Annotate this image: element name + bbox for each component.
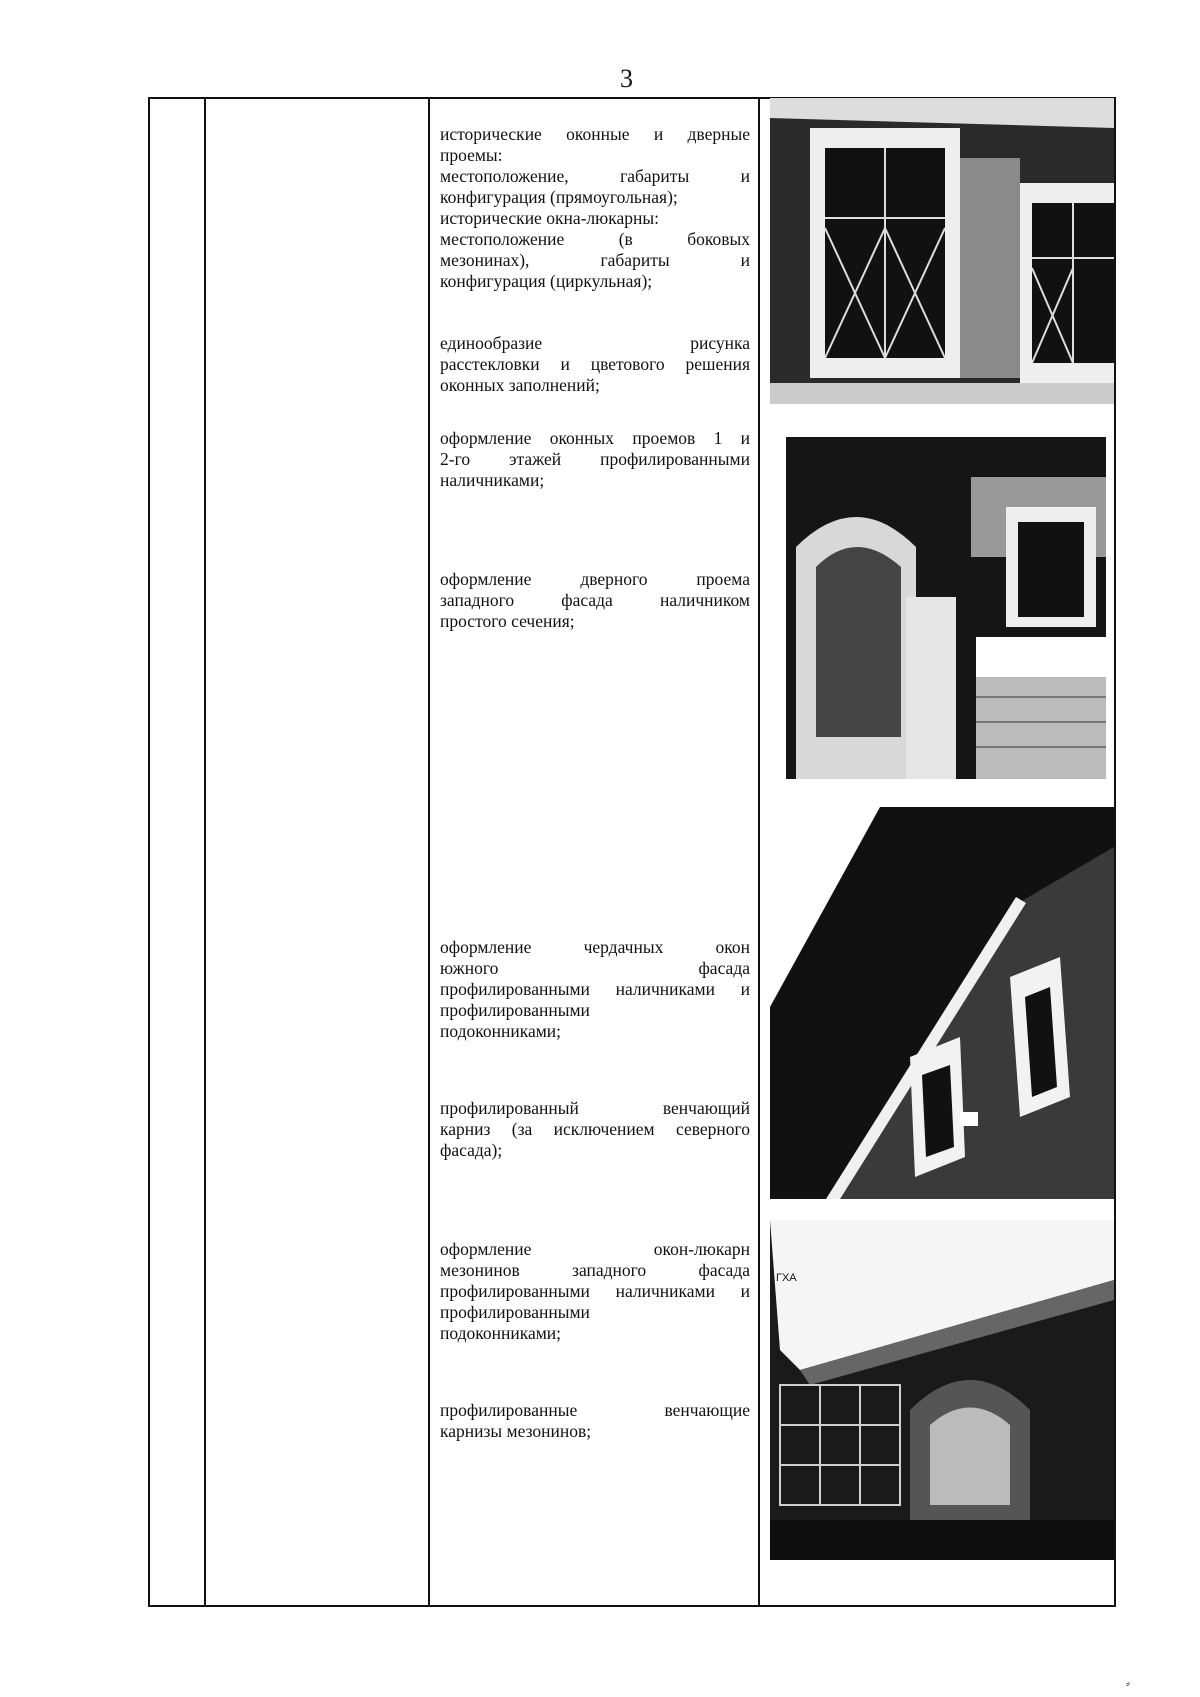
text-line: оформление окон-люкарн (440, 1239, 750, 1259)
corner-mark: ⸗ (1126, 1676, 1130, 1690)
text-line: исторические окна-люкарны: (440, 208, 659, 228)
text-line: конфигурация (циркульная); (440, 271, 653, 291)
text-line: исторические оконные и дверные (440, 124, 750, 144)
text-line: оформление оконных проемов 1 и (440, 428, 750, 448)
text-line: профилированные венчающие (440, 1400, 750, 1420)
text-line: профилированными (440, 1000, 590, 1020)
text-line: оконных заполнений; (440, 375, 600, 395)
description-column (440, 0, 750, 1697)
text-line: карнизы мезонинов; (440, 1421, 592, 1441)
table-left-border (148, 97, 150, 1607)
text-line: 2-го этажей профилированными (440, 449, 750, 469)
text-line: западного фасада наличником (440, 590, 750, 610)
text-line: проемы: (440, 145, 503, 165)
text-line: местоположение, габариты и (440, 166, 750, 186)
text-line: профилированными наличниками и (440, 979, 750, 999)
page-number: 3 (620, 64, 633, 93)
text-line: оформление дверного проема (440, 569, 750, 589)
text-line: наличниками; (440, 470, 545, 490)
text-line: конфигурация (прямоугольная); (440, 187, 678, 207)
paragraph-attic-windows (440, 937, 750, 1042)
paragraph-glazing-pattern (440, 333, 750, 396)
text-line: профилированными (440, 1302, 590, 1322)
paragraph-dormer-windows (440, 1239, 750, 1344)
photo-attic-windows (770, 807, 1114, 1199)
paragraph-door-trim (440, 569, 750, 632)
paragraph-cornice (440, 1098, 750, 1161)
text-line: единообразие рисунка (440, 333, 750, 353)
text-line: южного фасада (440, 958, 750, 978)
text-line: фасада); (440, 1140, 503, 1160)
text-line: профилированными наличниками и (440, 1281, 750, 1301)
text-line: подоконниками; (440, 1021, 562, 1041)
paragraph-window-trims (440, 428, 750, 491)
text-line: простого сечения; (440, 611, 575, 631)
text-line: мезонинах), габариты и (440, 250, 750, 270)
text-line: расстекловки и цветового решения (440, 354, 750, 374)
table-column-divider-1 (204, 97, 206, 1607)
table-column-divider-3 (758, 97, 760, 1607)
table-right-border (1114, 97, 1116, 1607)
table-column-divider-2 (428, 97, 430, 1607)
text-line: профилированный венчающий (440, 1098, 750, 1118)
photo-caption: ГХА (776, 1272, 797, 1284)
photo-historic-windows (770, 98, 1114, 404)
photo-entrance-arch (786, 437, 1106, 779)
text-line: мезонинов западного фасада (440, 1260, 750, 1280)
paragraph-window-openings (440, 124, 750, 292)
text-line: оформление чердачных окон (440, 937, 750, 957)
text-line: подоконниками; (440, 1323, 562, 1343)
text-line: местоположение (в боковых (440, 229, 750, 249)
text-line: карниз (за исключением северного (440, 1119, 750, 1139)
photo-mezzanine-dormer (770, 1220, 1114, 1560)
paragraph-mezzanine-cornices (440, 1400, 750, 1442)
